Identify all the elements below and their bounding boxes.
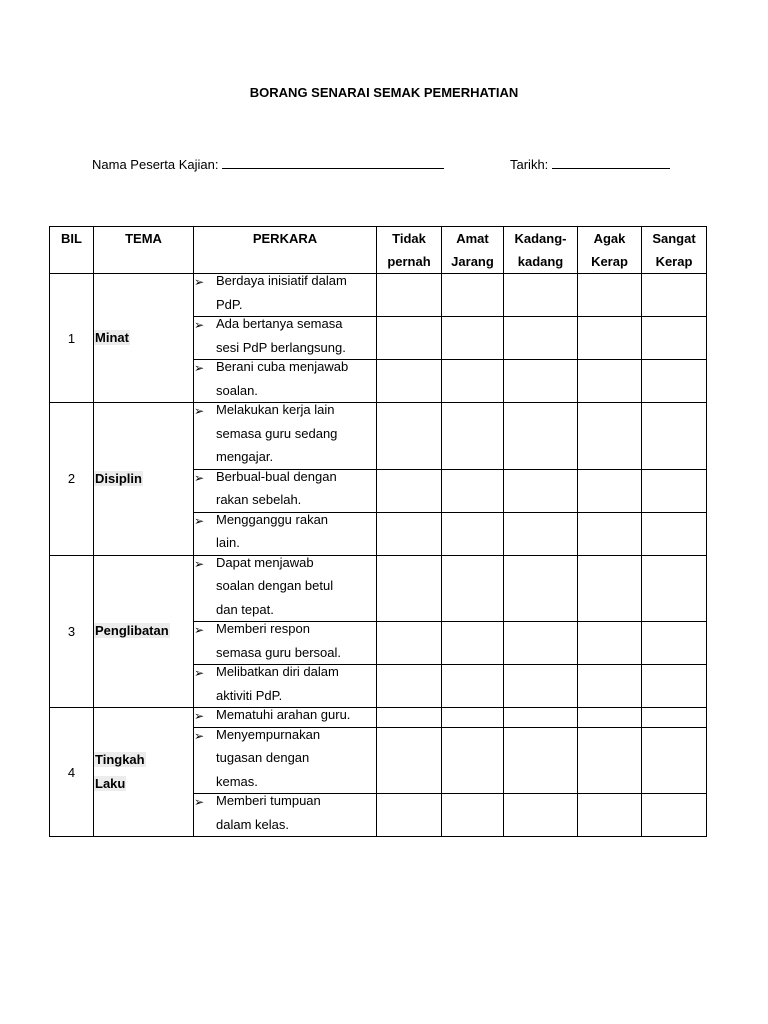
participant-name-label: Nama Peserta Kajian: (92, 157, 219, 172)
mark-cell-amat-jarang[interactable] (442, 708, 504, 728)
arrow-bullet-icon: ➢ (194, 623, 205, 637)
mark-cell-amat-jarang[interactable] (442, 360, 504, 403)
perkara-cell (194, 360, 377, 403)
tema-label: Minat (95, 330, 129, 345)
perkara-line: Mengganggu rakan (216, 511, 329, 527)
table-row (50, 555, 707, 622)
mark-cell-agak-kerap[interactable] (578, 274, 642, 317)
mark-cell-agak-kerap[interactable] (578, 708, 642, 728)
perkara-cell (194, 512, 377, 555)
arrow-bullet-icon: ➢ (194, 709, 205, 723)
mark-cell-amat-jarang[interactable] (442, 794, 504, 837)
mark-cell-agak-kerap[interactable] (578, 665, 642, 708)
table-row (50, 708, 707, 728)
arrow-bullet-icon: ➢ (194, 513, 205, 528)
mark-cell-tidak-pernah[interactable] (377, 727, 442, 794)
perkara-line: Menyempurnakan (216, 726, 321, 742)
header-sangat-kerap: Sangat Kerap (642, 227, 707, 274)
perkara-line: lain. (216, 535, 240, 550)
perkara-line: Mematuhi arahan guru. (216, 707, 351, 722)
mark-cell-sangat-kerap[interactable] (642, 555, 707, 622)
mark-cell-sangat-kerap[interactable] (642, 512, 707, 555)
perkara-line: Melibatkan diri dalam (216, 664, 339, 679)
tema-label: Penglibatan (95, 623, 169, 639)
mark-cell-kadang-kadang[interactable] (504, 794, 578, 837)
mark-cell-kadang-kadang[interactable] (504, 469, 578, 512)
participant-name-line (92, 156, 444, 172)
mark-cell-sangat-kerap[interactable] (642, 665, 707, 708)
perkara-cell (194, 317, 377, 360)
mark-cell-sangat-kerap[interactable] (642, 727, 707, 794)
mark-cell-sangat-kerap[interactable] (642, 794, 707, 837)
mark-cell-amat-jarang[interactable] (442, 403, 504, 470)
mark-cell-kadang-kadang[interactable] (504, 665, 578, 708)
tema-label: Disiplin (95, 470, 142, 486)
perkara-line: PdP. (216, 296, 243, 312)
perkara-line: rakan sebelah. (216, 492, 302, 507)
mark-cell-amat-jarang[interactable] (442, 622, 504, 665)
mark-cell-kadang-kadang[interactable] (504, 622, 578, 665)
checklist-body (50, 274, 707, 837)
perkara-text (216, 723, 376, 794)
perkara-line: Memberi tumpuan (216, 793, 321, 808)
mark-cell-agak-kerap[interactable] (578, 512, 642, 555)
perkara-cell (194, 794, 377, 837)
mark-cell-amat-jarang[interactable] (442, 317, 504, 360)
arrow-bullet-icon: ➢ (194, 666, 205, 680)
perkara-line: dalam kelas. (216, 816, 289, 832)
mark-cell-amat-jarang[interactable] (442, 512, 504, 555)
perkara-line: semasa guru bersoal. (216, 644, 342, 660)
bil-cell: 4 (50, 708, 94, 837)
mark-cell-tidak-pernah[interactable] (377, 555, 442, 622)
perkara-cell (194, 727, 377, 794)
date-line (510, 156, 670, 172)
mark-cell-sangat-kerap[interactable] (642, 622, 707, 665)
arrow-bullet-icon: ➢ (194, 556, 205, 571)
header-row (50, 227, 707, 274)
mark-cell-amat-jarang[interactable] (442, 727, 504, 794)
mark-cell-tidak-pernah[interactable] (377, 469, 442, 512)
perkara-line: Berdaya inisiatif dalam (216, 273, 347, 288)
tema-cell (94, 274, 194, 403)
mark-cell-tidak-pernah[interactable] (377, 622, 442, 665)
mark-cell-tidak-pernah[interactable] (377, 794, 442, 837)
perkara-text (216, 269, 376, 316)
mark-cell-sangat-kerap[interactable] (642, 360, 707, 403)
mark-cell-agak-kerap[interactable] (578, 622, 642, 665)
mark-cell-kadang-kadang[interactable] (504, 727, 578, 794)
perkara-line: semasa guru sedang (216, 425, 338, 441)
mark-cell-tidak-pernah[interactable] (377, 360, 442, 403)
mark-cell-agak-kerap[interactable] (578, 794, 642, 837)
tema-label: Laku (95, 776, 126, 791)
mark-cell-sangat-kerap[interactable] (642, 274, 707, 317)
perkara-line: Berani cuba menjawab (216, 359, 349, 374)
perkara-line: soalan. (216, 382, 258, 398)
perkara-text (216, 508, 376, 555)
header-bil: BIL (50, 227, 94, 274)
tema-label: Tingkah (95, 752, 145, 767)
arrow-bullet-icon: ➢ (194, 470, 205, 485)
header-amat-jarang: Amat Jarang (442, 227, 504, 274)
mark-cell-tidak-pernah[interactable] (377, 274, 442, 317)
mark-cell-agak-kerap[interactable] (578, 555, 642, 622)
mark-cell-kadang-kadang[interactable] (504, 708, 578, 728)
header-perkara: PERKARA (194, 227, 377, 274)
perkara-line: aktiviti PdP. (216, 687, 283, 703)
perkara-line: mengajar. (216, 449, 274, 464)
mark-cell-sangat-kerap[interactable] (642, 708, 707, 728)
arrow-bullet-icon: ➢ (194, 728, 205, 743)
perkara-line: kemas. (216, 773, 258, 789)
tema-cell (94, 555, 194, 708)
bil-cell: 2 (50, 403, 94, 556)
perkara-cell (194, 555, 377, 622)
observation-checklist-table (49, 226, 707, 837)
form-title: BORANG SENARAI SEMAK PEMERHATIAN (249, 85, 519, 100)
perkara-text (216, 551, 376, 622)
perkara-text (216, 465, 376, 512)
mark-cell-agak-kerap[interactable] (578, 727, 642, 794)
mark-cell-kadang-kadang[interactable] (504, 317, 578, 360)
mark-cell-tidak-pernah[interactable] (377, 403, 442, 470)
tema-cell (94, 403, 194, 556)
perkara-line: sesi PdP berlangsung. (216, 339, 346, 355)
mark-cell-agak-kerap[interactable] (578, 469, 642, 512)
arrow-bullet-icon: ➢ (194, 361, 205, 375)
tema-cell (94, 708, 194, 837)
mark-cell-agak-kerap[interactable] (578, 360, 642, 403)
bil-cell: 1 (50, 274, 94, 403)
header-tema: TEMA (94, 227, 194, 274)
mark-cell-sangat-kerap[interactable] (642, 317, 707, 360)
mark-cell-agak-kerap[interactable] (578, 317, 642, 360)
perkara-line: Berbual-bual dengan (216, 468, 337, 484)
arrow-bullet-icon: ➢ (194, 275, 205, 289)
perkara-line: tugasan dengan (216, 750, 310, 765)
perkara-text (216, 660, 376, 707)
perkara-text (216, 617, 376, 664)
perkara-line: dan tepat. (216, 601, 274, 617)
mark-cell-kadang-kadang[interactable] (504, 555, 578, 622)
mark-cell-tidak-pernah[interactable] (377, 317, 442, 360)
perkara-text (216, 789, 376, 836)
perkara-cell (194, 469, 377, 512)
table-row (50, 403, 707, 470)
participant-name-field[interactable] (222, 156, 444, 169)
perkara-text (216, 355, 376, 402)
perkara-line: Melakukan kerja lain (216, 402, 335, 417)
bil-cell: 3 (50, 555, 94, 708)
perkara-line: soalan dengan betul (216, 578, 334, 593)
mark-cell-tidak-pernah[interactable] (377, 512, 442, 555)
arrow-bullet-icon: ➢ (194, 404, 205, 418)
perkara-cell (194, 665, 377, 708)
mark-cell-kadang-kadang[interactable] (504, 274, 578, 317)
mark-cell-kadang-kadang[interactable] (504, 360, 578, 403)
date-label: Tarikh: (510, 157, 549, 172)
table-row (50, 274, 707, 317)
arrow-bullet-icon: ➢ (194, 318, 205, 332)
perkara-line: Dapat menjawab (216, 554, 314, 570)
header-tidak-pernah: Tidak pernah (377, 227, 442, 274)
arrow-bullet-icon: ➢ (194, 795, 205, 809)
mark-cell-tidak-pernah[interactable] (377, 665, 442, 708)
mark-cell-amat-jarang[interactable] (442, 469, 504, 512)
header-kadang-kadang: Kadang- kadang (504, 227, 578, 274)
perkara-text (216, 398, 376, 469)
mark-cell-amat-jarang[interactable] (442, 665, 504, 708)
perkara-cell (194, 274, 377, 317)
mark-cell-agak-kerap[interactable] (578, 403, 642, 470)
perkara-text (216, 312, 376, 359)
mark-cell-sangat-kerap[interactable] (642, 469, 707, 512)
perkara-line: Memberi respon (216, 621, 310, 636)
mark-cell-sangat-kerap[interactable] (642, 403, 707, 470)
date-field[interactable] (552, 156, 670, 169)
perkara-line: Ada bertanya semasa (216, 316, 343, 331)
mark-cell-kadang-kadang[interactable] (504, 403, 578, 470)
perkara-cell (194, 622, 377, 665)
mark-cell-tidak-pernah[interactable] (377, 708, 442, 728)
header-agak-kerap: Agak Kerap (578, 227, 642, 274)
mark-cell-kadang-kadang[interactable] (504, 512, 578, 555)
mark-cell-amat-jarang[interactable] (442, 555, 504, 622)
perkara-cell (194, 403, 377, 470)
mark-cell-amat-jarang[interactable] (442, 274, 504, 317)
